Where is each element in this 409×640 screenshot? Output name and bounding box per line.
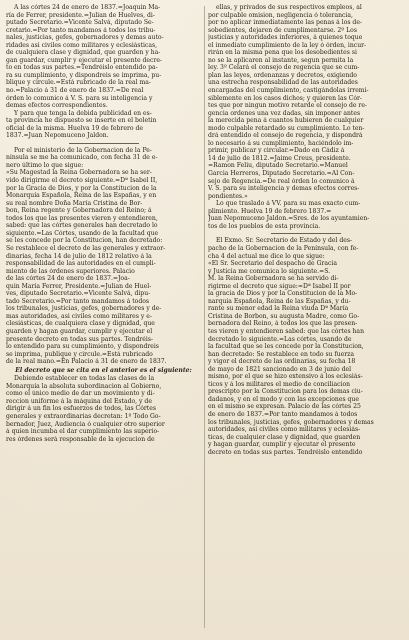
text-line: no.=Palacio á 31 de enero de 1837.=De real [6, 87, 144, 95]
text-line: Juan Nepomuceno Jaldon.=Sres. de los ayuntamien- [208, 215, 370, 223]
text-line: blique y circule.=Está rubricado de la real ma- [6, 79, 151, 87]
text-line: la merecida pena á cuantos hubieren de cualquier [208, 117, 364, 125]
text-line: sabed: que las córtes generales han decretado lo [6, 222, 158, 230]
text-line: nales, justicias, gefes, gobernadores y demas auto- [6, 34, 164, 42]
text-line: narquía Española, Reina de las Españas, y du- [208, 297, 351, 305]
text-line: el inmediato cumplimiento de la ley ó órden, incur- [208, 41, 367, 49]
text-line: 14 de julio de 1812.=Jaime Creus, presidente. [208, 154, 351, 162]
text-line: por no aplicar inmediatamente las penas á los de- [208, 19, 362, 27]
text-line: de mayo de 1821 sancionado en 3 de junio del [208, 365, 352, 373]
text-line: Monarquía Española, Reina de las Españas, y en [6, 192, 157, 200]
text-line: res órdenes será responsable de la ejecucion de [6, 435, 155, 443]
text-line: pondientes.» [208, 192, 248, 200]
text-line: rante su menor edad la Reina viuda Dª María [208, 305, 349, 313]
text-line: ta provincia he dispuesto se inserte en el boletin [6, 117, 157, 125]
text-line: en el mismo se expresan. Palacio de las córtes 25 [208, 403, 361, 411]
text-line: de la real mano.=En Palacio á 31 de enero de 1837. [6, 358, 167, 366]
left-paragraph-publicity [6, 110, 201, 140]
text-line: presente decreto en todas sus partes. Tendréis- [6, 335, 154, 343]
text-line: demas efectos correspondientes. [6, 102, 108, 110]
text-line: nínsula se me ha comunicado, con fecha 31 de e- [6, 154, 158, 162]
text-line: plan las leyes, ordenanzas y decretos, exigiendo [208, 71, 357, 79]
section-divider [271, 233, 341, 234]
text-line: no se la aplicaren al instante, segun permita la [208, 56, 354, 64]
text-line: vido dirigirme el decreto siguiente.=Dª Isabel II, [6, 177, 158, 185]
right-column [205, 4, 403, 634]
decree-heading: El decreto que se cita en el anterior es el siguiente: [15, 366, 192, 374]
text-line: rigirme el decreto que sigue:=Dª Isabel II por [208, 282, 351, 290]
section-divider [69, 143, 139, 144]
text-line: por culpable omision, negligencia ó tolerancia, [208, 11, 353, 19]
text-line: de enero de 1837.=Por tanto mandamos á todos [208, 410, 358, 418]
text-line: Ã las córtes 24 de enero de 1837.=Joaquin Ma- [14, 4, 161, 11]
text-line: ridades asi civiles como militares y eclesiásticas, [6, 41, 158, 49]
text-line: de las córtes 24 de enero de 1837.=Joa- [6, 275, 130, 283]
text-line: bon, Reina regente y Gobernadora del Reino; á [6, 207, 152, 215]
right-paragraph-responsibility [208, 4, 403, 200]
text-line: dirigir á un fin los esfuerzos de todos, las Córtes [6, 405, 156, 413]
text-line: la facultad que se les concede por la Constitucion, [208, 343, 364, 351]
text-line: lo entendido para su cumplimiento, y dispondreis [6, 343, 159, 351]
text-line: ticos y á los militares el medio de conciliacion [208, 380, 351, 388]
text-line: gan guardar, cumplir y ejecutar el presente decre- [6, 56, 162, 64]
text-line: quin María Ferrer, Presidente.=Julian de Huel- [6, 282, 152, 290]
text-line: El Exmo. Sr. Secretario de Estado y del des- [216, 237, 353, 245]
text-line: guarden y hagan guardar, cumplir y ejecutar el [6, 327, 153, 335]
text-line: drá entendido el consejo de regencia, y dispondrá [208, 132, 363, 140]
text-line: to en todas sus partes.=Tendréislo entendido pa- [6, 64, 158, 72]
text-line: Monarquía la absoluta subordinacion al Gobierno, [6, 382, 162, 390]
text-line: mas autoridades, asi civiles como militares y e- [6, 312, 152, 320]
text-line: plimiento. Huelva 19 de febrero 1837.= [208, 207, 332, 215]
text-line: los tribunales, justicias, gefes, gobernadores y de- [6, 305, 162, 313]
text-line: mismo, por el que se hizo extensivo á los eclesiás- [208, 373, 363, 381]
text-line: V. S. para su inteligencia y demas efectos corres- [208, 185, 360, 193]
text-line: y vigor el decreto de las ordinarias, su fecha 18 [208, 358, 356, 366]
text-line: clesiásticas, de cualquiera clase y dignidad, que [6, 320, 155, 328]
text-line: Por el ministerio de la Gobernacion de la Pe- [14, 146, 152, 154]
text-line: prescripto por la Constitucion para los demas ciu- [208, 388, 363, 396]
text-line: y Justicia me comunica lo siguiente.=S. [208, 267, 331, 275]
text-line: decretado lo siguiente.=Las córtes, usando de [208, 335, 352, 343]
text-line: Y para que tenga la debida publicidad en es- [14, 109, 152, 117]
text-line: todos los que las presentes vieren y entendieren, [6, 214, 158, 222]
text-line: se les concede por la Constitucion, han decretado: [6, 237, 163, 245]
text-line: ría de Ferrer, presidente.=Julian de Huelves, di- [6, 11, 155, 19]
text-line: nero último lo que sigue: [6, 161, 84, 169]
text-line: Lo que traslado á VV. para su mas exacto cum- [216, 200, 361, 208]
text-line: dadanos, y en el modo y con las excepciones que [208, 395, 359, 403]
text-line: miento de las órdenes superiores. Palacio [6, 267, 135, 275]
right-paragraph-secretary [208, 237, 403, 456]
text-line: cretario.=Por tanto mandamos á todos los tribu- [6, 26, 156, 34]
text-line: una estrecha responsabilidad de las autoridades [208, 79, 358, 87]
text-line: responsabilidad de las autoridades en el cumpli- [6, 260, 156, 268]
text-line: la gracia de Dios y por la Constitucion de la Mo- [208, 290, 358, 298]
text-line: decreto en todas sus partes. Tendréislo entendido [208, 448, 363, 456]
text-line: justicias y autoridades inferiores, á quienes toque [208, 34, 363, 42]
text-line: á quien incumba el dar cumplimiento las superio- [6, 428, 160, 436]
text-line: siblemente en los casos dichos; y quieren las Cór- [208, 94, 362, 102]
text-line: tado Secretario.=Por tanto mandamos á todos [6, 297, 150, 305]
text-line: como el único medio de dar un movimiento y di- [6, 390, 155, 398]
text-line: autoridades, asi civiles como militares y eclesiás- [208, 426, 361, 434]
text-line: tes vieren y entendieren sabed: que las córtes han [208, 327, 364, 335]
text-line: bernadora del Reino, á todos los que las presen- [208, 320, 358, 328]
text-line: de cualquiera clase y dignidad, que guarden y ha- [6, 49, 161, 57]
text-line: han decretado: Se restablece en todo su fuerza [208, 350, 354, 358]
text-line: los tribunales, justicias, gefes, gobernadores y demas [208, 418, 374, 426]
left-paragraph-subordination [6, 375, 201, 443]
text-line: ra su cumplimiento, y dispondreis se imprima, pu- [6, 71, 162, 79]
text-line: oficial de la misma. Huelva 19 de febrero de [6, 124, 143, 132]
two-column-layout [6, 4, 403, 634]
text-line: bernador, Juez, Audiencia ó cualquier otro superior [6, 420, 165, 428]
left-paragraph-decree-close [6, 4, 201, 110]
left-column [6, 4, 204, 634]
text-line: modo culpable retardado su cumplimiento. Lo ten- [208, 124, 365, 132]
text-line: «El Sr. Secretario del despacho de Gracia [208, 260, 337, 268]
text-line: Garcia Herreros, Diputado Secretario.=Al Con- [208, 170, 355, 178]
text-line: 1837.=Juan Nepomuceno Jaldon. [6, 132, 109, 140]
text-line: putado Secretario.=Vicente Salvá, diputado Se- [6, 19, 154, 27]
text-line: M. la Reina Gobernadora se ha servido di- [208, 275, 339, 283]
text-line: Debiendo establecer en todas las clases de la [14, 375, 155, 383]
text-line: órden lo comunico á V. S. para su inteligencia y [6, 94, 153, 102]
text-line: sejo de Regencia.=De real órden lo comunico á [208, 177, 355, 185]
text-line: cha 4 del actual me dice lo que sigue: [208, 252, 325, 260]
left-paragraph-ministry [6, 147, 201, 366]
text-line: rirán en la misma pena que los desobedientes si [208, 49, 357, 57]
text-line: dinarias, fecha 14 de julio de 1812 relativo á la [6, 252, 152, 260]
text-line: Se restablece el decreto de las generales y extraor- [6, 244, 166, 252]
text-line: Cristina de Borbon, su augusta Madre, como Go- [208, 312, 360, 320]
text-line: ticas, de cualquier clase y dignidad, que guarden [208, 433, 361, 441]
text-line: generales y extraordinarias decretan: 1º Todo Go- [6, 412, 161, 420]
text-line: su real nombre Doña María Cristina de Bor- [6, 199, 143, 207]
text-line: ellas, y privados de sus respectivos empleos, al [216, 4, 362, 11]
text-line: encargadas del cumplimiento, castigándolas irremi- [208, 87, 369, 95]
text-line: ley. 3º Celará el consejo de regencia que se cum- [208, 64, 360, 72]
text-line: primir, publicar y circular.=Dado en Cádiz á [208, 147, 345, 155]
text-line: siguiente.=Las Córtes, usando de la facultad que [6, 229, 159, 237]
text-line: =Ramon Feliu, diputado Secretario.=Manuel [208, 162, 348, 170]
text-line: sobedientes, dejaren de cumplimentarse. 2º Los [208, 26, 357, 34]
text-line: se imprima, publique y circule.=Está rubricado [6, 350, 153, 358]
text-line: gencia ordenes una vez dadas, sin imponer antes [208, 109, 361, 117]
text-line: lo necesario á su cumplimiento, haciéndolo im- [208, 139, 354, 147]
text-line: tos de los pueblos de esta provincia. [208, 222, 321, 230]
text-line: tes que por ningun motivo retarde el consejo de re- [208, 102, 367, 110]
text-line: ves, diputado Secretario.=Vicente Salvá, dipu- [6, 290, 151, 298]
text-line: reccion uniforme á la máquina del Estado, y de [6, 397, 152, 405]
text-line: y hagan guardar, cumplir y ejecutar el presente [208, 441, 356, 449]
text-line: por la Gracia de Dios, y por la Constitucion de la [6, 184, 157, 192]
text-line: «Su Magestad la Reina Gobernadora se ha ser- [6, 169, 152, 177]
right-paragraph-transfer [208, 200, 403, 230]
text-line: pacho de la Gobernacion de la Península, con fe- [208, 244, 359, 252]
